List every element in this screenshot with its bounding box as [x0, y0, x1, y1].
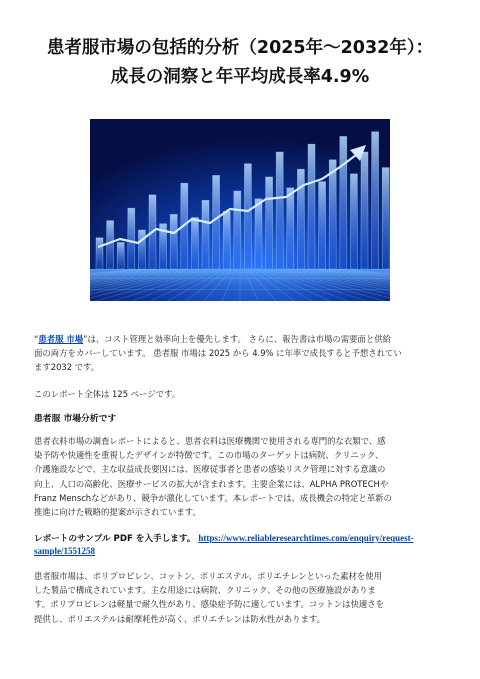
analysis-paragraph	[34, 434, 450, 519]
intro-paragraph	[34, 332, 450, 375]
intro-quote-open: “	[34, 334, 39, 344]
sample-request	[34, 532, 454, 558]
analysis-heading: 患者服 市場分析です	[34, 414, 117, 424]
hero-bar	[107, 221, 114, 269]
hero-bar	[308, 144, 315, 269]
hero-bar	[223, 211, 230, 269]
materials-line: した製品で構成されています。主な用途には病院、クリニック、その他の医療施設がありま	[34, 585, 376, 596]
pages-note: このレポート全体は 125 ページです。	[34, 389, 181, 399]
intro-quote-close: ”	[83, 334, 88, 344]
hero-bar	[340, 136, 347, 269]
hero-bar	[255, 199, 262, 269]
analysis-line: Franz Menschなどがあり、競争が激化しています。本レポートでは、成長機会の特定と革新の	[34, 492, 392, 503]
materials-line: 提供し、ポリエステルは耐摩耗性が高く、ポリエチレンは防水性があります。	[34, 613, 325, 624]
hero-bar	[202, 200, 209, 269]
hero-bar	[319, 182, 326, 269]
hero-bar	[170, 214, 177, 269]
hero-bar	[234, 191, 241, 269]
hero-bar	[128, 208, 135, 269]
intro-line-1: は、コスト管理と効率向上を優先します。 さらに、報告書は市場の需要面と供給	[87, 334, 391, 344]
rising-chart-hero-image	[90, 119, 390, 301]
intro-line-2: 面の両方をカバーしています。 患者服 市場は 2025 から 4.9% に年率で成長すると予想されてい	[34, 348, 402, 359]
materials-paragraph	[34, 569, 450, 626]
hero-bar	[361, 152, 368, 269]
analysis-line: 推進に向けた戦略的提案が示されています。	[34, 507, 201, 518]
rising-chart-icon	[90, 119, 390, 301]
hero-bar	[382, 168, 389, 269]
hero-bar	[329, 160, 336, 269]
analysis-line: 染予防や快適性を重視したデザインが特徴です。この市場のターゲットは病院、クリニック、	[34, 450, 384, 461]
hero-bar	[191, 218, 198, 269]
hero-bar	[138, 230, 145, 269]
hero-bar	[350, 174, 357, 269]
hero-bar	[287, 188, 294, 269]
materials-line: 患者服市場は、ポリプロピレン、コットン、ポリエステル、ポリエチレンといった素材を使用	[34, 571, 383, 581]
intro-line-3: ます2032 です。	[34, 362, 100, 373]
analysis-line: 向上、人口の高齢化、医療サービスの拡大が含まれます。主要企業には、ALPHA PROTECHや	[34, 478, 389, 489]
title-line-1: 患者服市場の包括的分析（2025年〜2032年）：	[46, 38, 434, 58]
hero-bar	[96, 238, 103, 269]
hero-bar	[266, 177, 273, 269]
analysis-line: 介護施設などで、主な収益成長要因には、医療従事者と患者の感染リスク管理に対する意識の	[34, 464, 386, 475]
page-title	[20, 34, 460, 92]
materials-line: す。ポリプロピレンは軽量で耐久性があり、感染症予防に適しています。コットンは快適さを	[34, 599, 385, 610]
hero-floor-grid	[90, 269, 390, 301]
sample-url-part: sample/1551258	[34, 546, 96, 556]
analysis-line: 患者衣料市場の調査レポートによると、患者衣料は医療機関で使用される専門的な衣類で、感	[34, 436, 386, 446]
hero-bar	[276, 152, 283, 269]
hero-bar	[117, 242, 124, 269]
title-line-2: 成長の洞察と年平均成長率4.9%	[110, 67, 370, 87]
market-link[interactable]: 患者服 市場	[38, 334, 84, 344]
hero-bar	[372, 132, 379, 269]
sample-label: レポートのサンプル PDF を入手します。	[34, 534, 196, 544]
hero-bar	[244, 164, 251, 269]
hero-bar	[213, 175, 220, 269]
sample-url-part: https://www.reliableresearchtimes.com/enquiry/request-	[198, 533, 414, 543]
